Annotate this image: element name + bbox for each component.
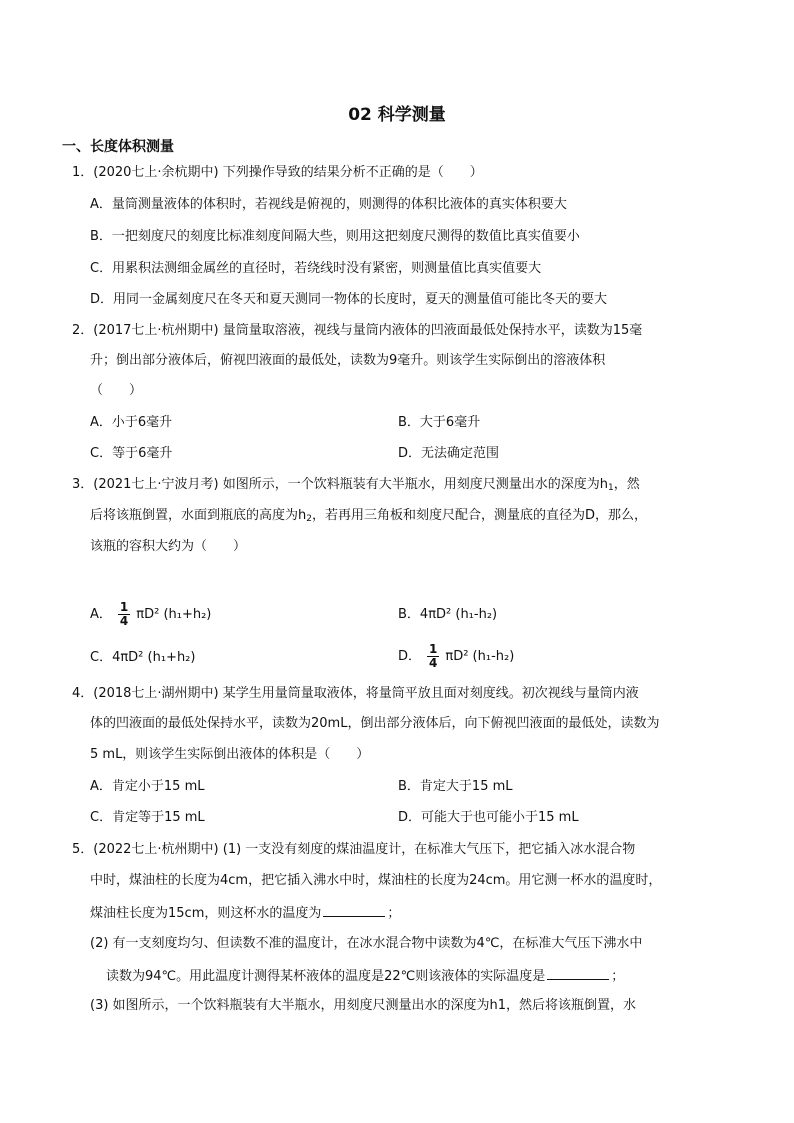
question-2-option-d[interactable]: D．无法确定范围 (398, 446, 500, 461)
q3-text: ，若再用三角板和刻度尺配合，测量底的直径为D，那么， (311, 508, 647, 523)
option-formula: πD² (h₁+h₂) (136, 607, 212, 622)
q5-text: ； (387, 906, 401, 921)
answer-blank[interactable] (547, 966, 609, 980)
q3-text: 后将该瓶倒置，水面到瓶底的高度为h (90, 508, 307, 523)
q3-subscript: 2 (306, 514, 312, 524)
question-3-option-a[interactable] (90, 601, 211, 629)
question-4-stem-line-2: 体的凹液面的最低处保持水平，读数为20mL，倒出部分液体后，向下俯视凹液面的最低处，读数为 (90, 716, 660, 731)
question-5-part-2-line-2 (106, 966, 624, 986)
question-2-stem-line-1: 2．(2017七上·杭州期中) 量筒量取溶液，视线与量筒内液体的凹液面最低处保持水平，读数为15毫 (72, 323, 643, 338)
question-3-option-b[interactable]: B．4πD² (h₁-h₂) (398, 607, 498, 622)
question-3-stem-line-2 (90, 507, 647, 525)
fraction-denominator: 4 (429, 656, 438, 670)
q3-text: ，然 (613, 477, 640, 492)
option-formula: πD² (h₁-h₂) (445, 649, 515, 664)
question-5-stem-line-1: 5．(2022七上·杭州期中) (1) 一支没有刻度的煤油温度计，在标准大气压下，把它插入冰水混合物 (72, 842, 636, 857)
q5-text: 读数为94℃。用此温度计测得某杯液体的温度是22℃则该液体的实际温度是 (106, 969, 546, 984)
question-5-part-2-line-1: (2) 有一支刻度均匀、但读数不准的温度计，在冰水混合物中读数为4℃，在标准大气压下沸水中 (90, 936, 643, 951)
question-3-option-c[interactable]: C．4πD² (h₁+h₂) (90, 650, 196, 665)
question-2-option-b[interactable]: B．大于6毫升 (398, 415, 481, 430)
question-5-stem-line-2: 中时，煤油柱的长度为4cm，把它插入沸水中时，煤油柱的长度为24cm。用它测一杯水的温度时， (90, 873, 662, 888)
question-5-part-3-line-1: (3) 如图所示，一个饮料瓶装有大半瓶水，用刻度尺测量出水的深度为h1，然后将该瓶倒置，水 (90, 998, 637, 1013)
question-3-option-d[interactable] (398, 643, 514, 671)
question-2-option-a[interactable]: A．小于6毫升 (90, 415, 173, 430)
question-2-stem-line-2: 升；倒出部分液体后，俯视凹液面的最低处，读数为9毫升。则该学生实际倒出的溶液体积 (90, 353, 606, 368)
fraction-denominator: 4 (119, 614, 129, 628)
question-5-stem-line-3 (90, 903, 400, 923)
question-4-stem-line-1: 4．(2018七上·湖州期中) 某学生用量筒量取液体，将量筒平放且面对刻度线。初次视线与量筒内液 (72, 686, 639, 701)
question-1-option-a[interactable]: A．量筒测量液体的体积时，若视线是俯视的，则测得的体积比液体的真实体积要大 (90, 197, 567, 212)
question-4-option-d[interactable]: D．可能大于也可能小于15 mL (398, 810, 579, 825)
option-label: A． (90, 607, 112, 622)
question-4-option-c[interactable]: C．肯定等于15 mL (90, 810, 205, 825)
question-1-stem: 1．(2020七上·余杭期中) 下列操作导致的结果分析不正确的是（ ） (72, 165, 483, 180)
fraction-numerator: 1 (119, 600, 129, 614)
question-1-option-d[interactable]: D．用同一金属刻度尺在冬天和夏天测同一物体的长度时，夏天的测量值可能比冬天的要大 (90, 292, 608, 307)
question-3-stem-line-3: 该瓶的容积大约为（ ） (90, 539, 247, 554)
question-4-option-b[interactable]: B．肯定大于15 mL (398, 779, 513, 794)
question-2-option-c[interactable]: C．等于6毫升 (90, 446, 173, 461)
answer-blank[interactable] (323, 903, 385, 917)
question-1-option-b[interactable]: B．一把刻度尺的刻度比标准刻度间隔大些，则用这把刻度尺测得的数值比真实值要小 (90, 229, 580, 244)
fraction (427, 643, 439, 670)
fraction (118, 601, 130, 628)
page-title: 02 科学测量 (348, 105, 446, 125)
section-heading: 一、长度体积测量 (62, 139, 174, 155)
question-4-stem-line-3: 5 mL，则该学生实际倒出液体的体积是（ ） (90, 747, 370, 762)
question-2-answer-paren: （ ） (90, 383, 143, 398)
fraction-numerator: 1 (429, 642, 438, 656)
q5-text: 煤油柱长度为15cm，则这杯水的温度为 (90, 906, 322, 921)
question-1-option-c[interactable]: C．用累积法测细金属丝的直径时，若绕线时没有紧密，则测量值比真实值要大 (90, 261, 542, 276)
q3-text: 3．(2021七上·宁波月考) 如图所示，一个饮料瓶装有大半瓶水，用刻度尺测量出水的深度为h (72, 477, 609, 492)
question-3-stem-line-1 (72, 476, 640, 494)
q5-text: ； (611, 969, 625, 984)
option-label: D． (398, 649, 422, 664)
question-4-option-a[interactable]: A．肯定小于15 mL (90, 779, 205, 794)
q3-subscript: 1 (608, 483, 614, 493)
